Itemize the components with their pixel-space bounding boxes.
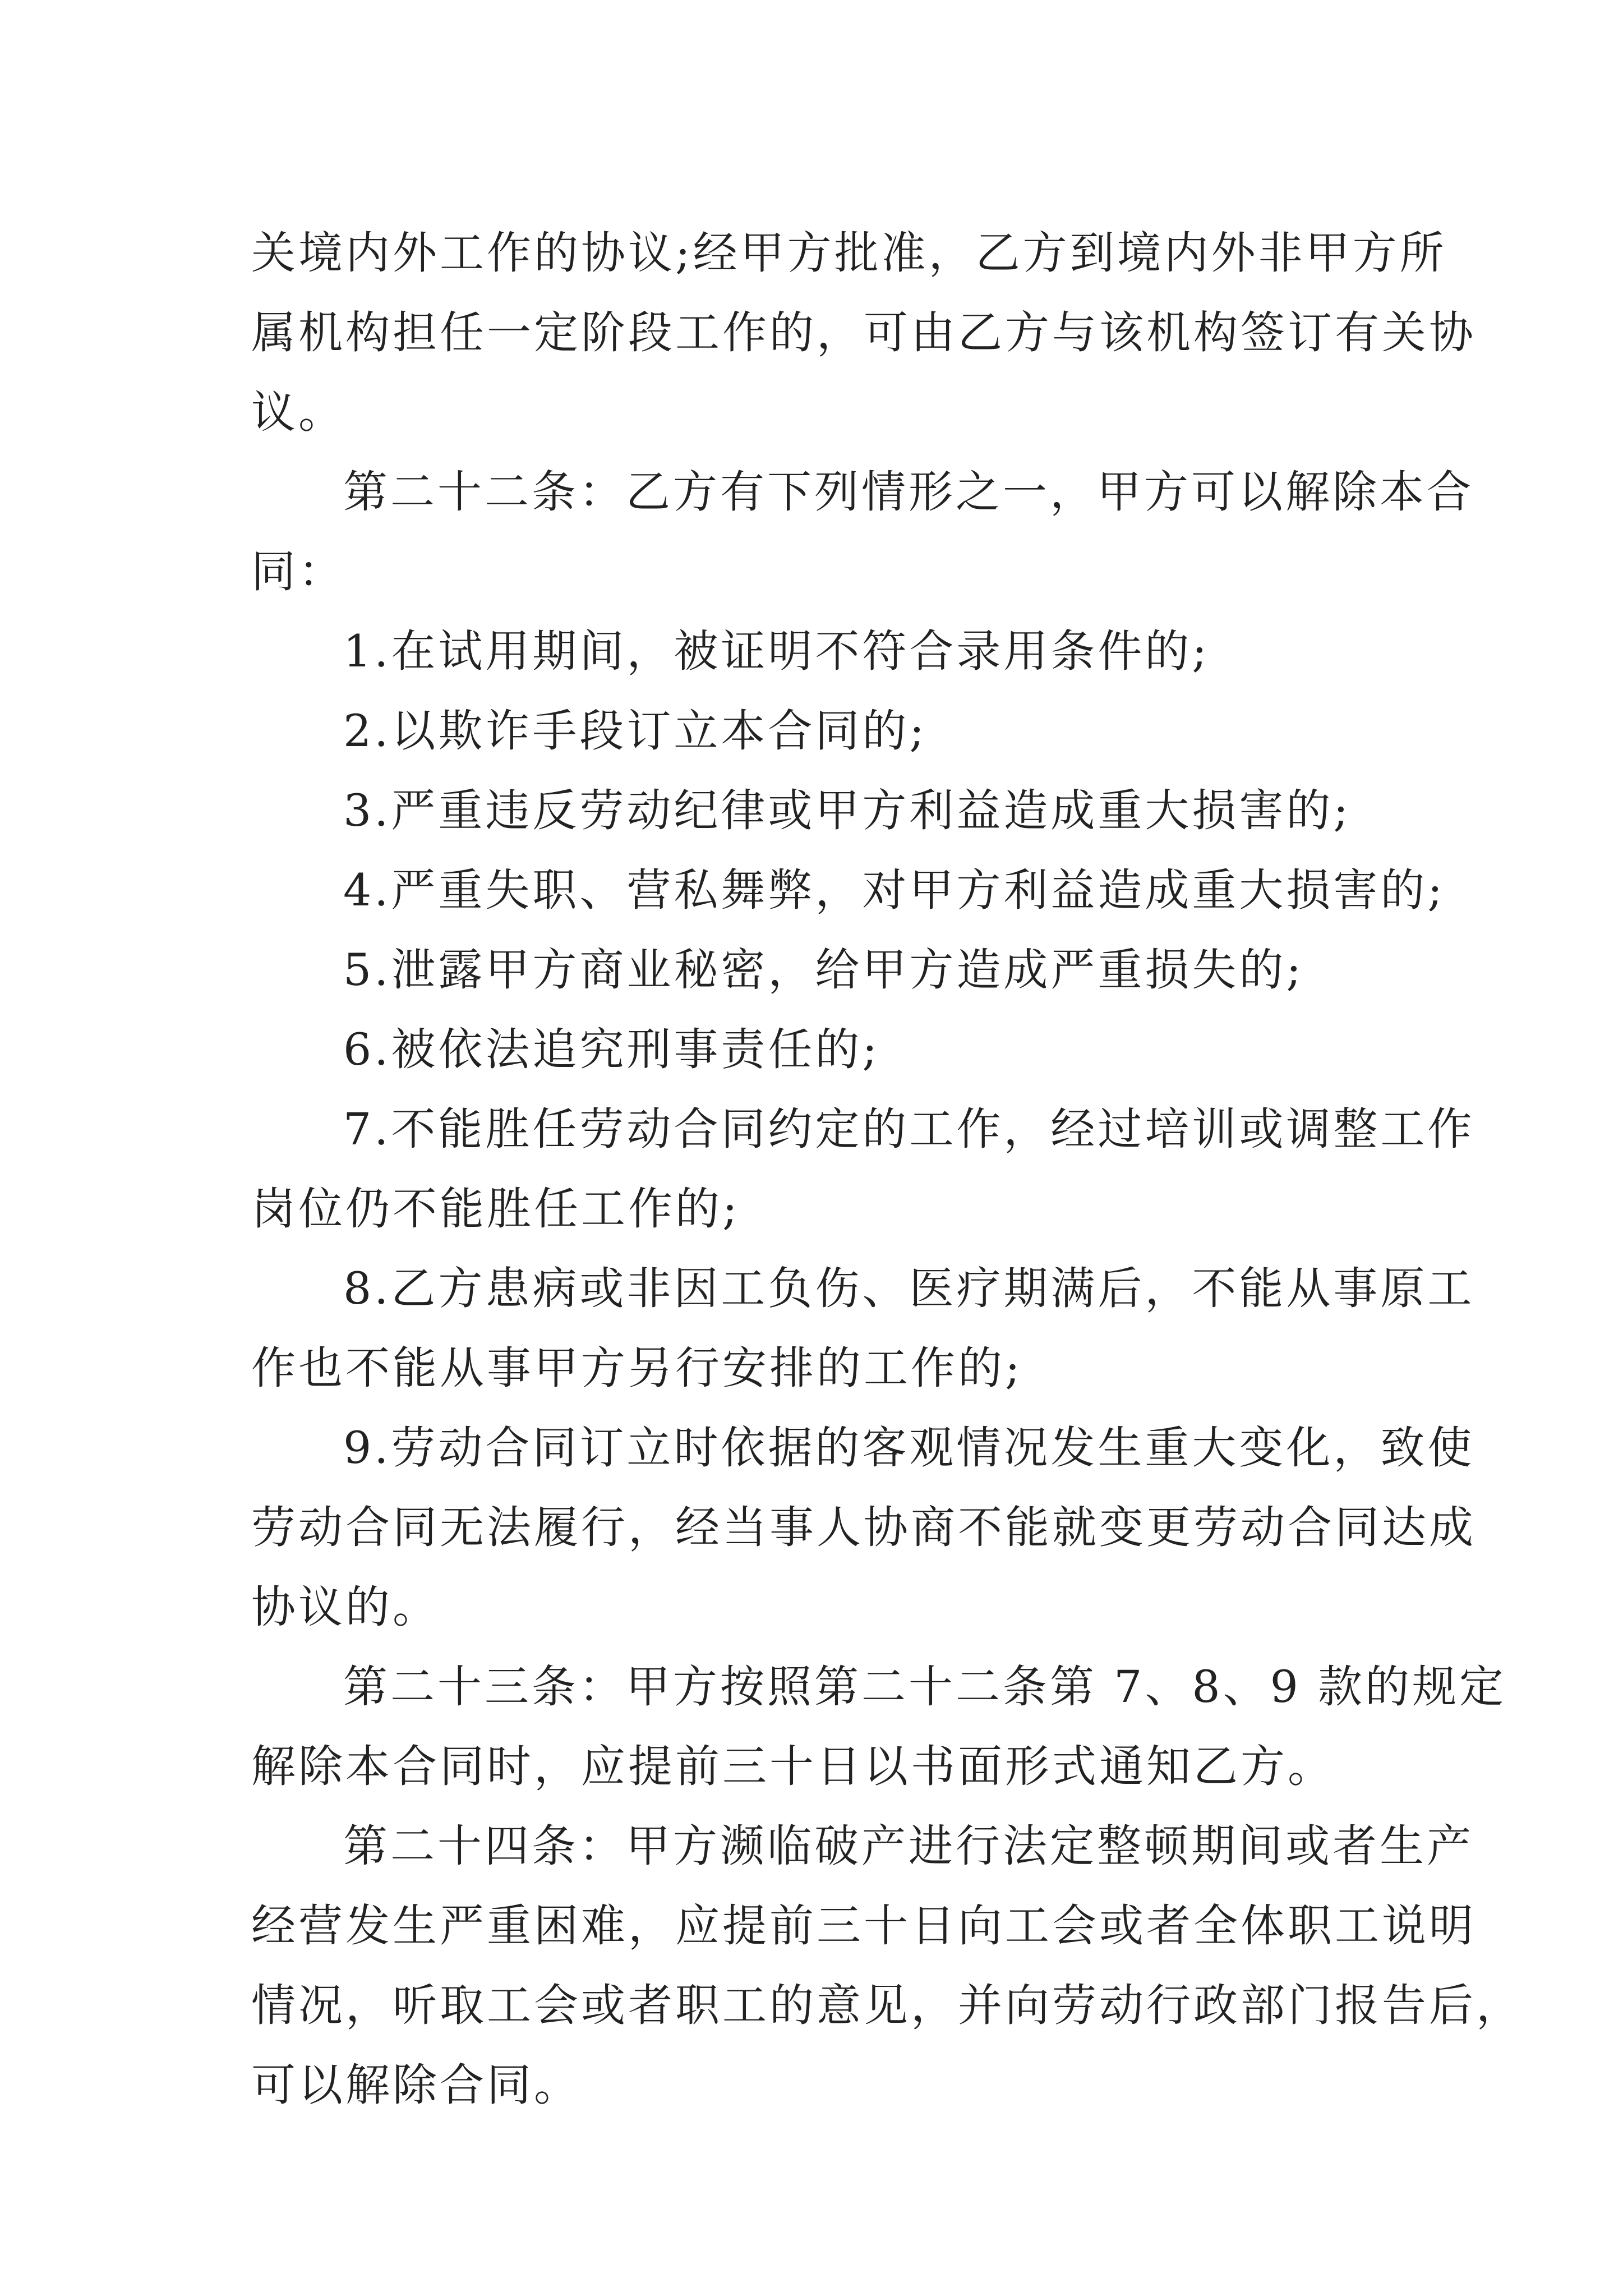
- text-line: 协议的。: [251, 1581, 440, 1633]
- text-line: 情况，听取工会或者职工的意见，并向劳动行政部门报告后，: [251, 1980, 1523, 2031]
- article-23-heading: 第二十三条：甲方按照第二十二条第 7、8、9 款的规定: [343, 1661, 1507, 1713]
- text-line: 经营发生严重困难，应提前三十日向工会或者全体职工说明: [251, 1900, 1476, 1952]
- article-24-heading: 第二十四条：甲方濒临破产进行法定整顿期间或者生产: [343, 1820, 1474, 1872]
- text-line: 关境内外工作的协议;经甲方批准，乙方到境内外非甲方所: [251, 227, 1447, 279]
- text-line: 作也不能从事甲方另行安排的工作的;: [251, 1342, 1023, 1394]
- article-22-heading: 第二十二条：乙方有下列情形之一，甲方可以解除本合: [343, 466, 1474, 518]
- text-line: 属机构担任一定阶段工作的，可由乙方与该机构签订有关协: [251, 307, 1476, 358]
- list-item: 5.泄露甲方商业秘密，给甲方造成严重损失的;: [343, 944, 1304, 996]
- list-item: 3.严重违反劳动纪律或甲方利益造成重大损害的;: [343, 785, 1351, 836]
- text-line: 岗位仍不能胜任工作的;: [251, 1183, 740, 1235]
- list-item: 2.以欺诈手段订立本合同的;: [343, 705, 927, 757]
- list-item: 9.劳动合同订立时依据的客观情况发生重大变化，致使: [343, 1422, 1475, 1474]
- list-item: 7.不能胜任劳动合同约定的工作，经过培训或调整工作: [343, 1103, 1475, 1155]
- list-item: 6.被依法追究刑事责任的;: [343, 1024, 880, 1075]
- list-item: 8.乙方患病或非因工负伤、医疗期满后，不能从事原工: [343, 1263, 1475, 1314]
- text-line: 同：: [251, 546, 345, 597]
- text-line: 解除本合同时，应提前三十日以书面形式通知乙方。: [251, 1741, 1335, 1792]
- text-line: 议。: [251, 386, 345, 438]
- text-line: 劳动合同无法履行，经当事人协商不能就变更劳动合同达成: [251, 1502, 1476, 1553]
- text-line: 可以解除合同。: [251, 2059, 581, 2111]
- list-item: 1.在试用期间，被证明不符合录用条件的;: [343, 625, 1210, 677]
- list-item: 4.严重失职、营私舞弊，对甲方利益造成重大损害的;: [343, 864, 1445, 916]
- document-body: [251, 213, 1523, 2125]
